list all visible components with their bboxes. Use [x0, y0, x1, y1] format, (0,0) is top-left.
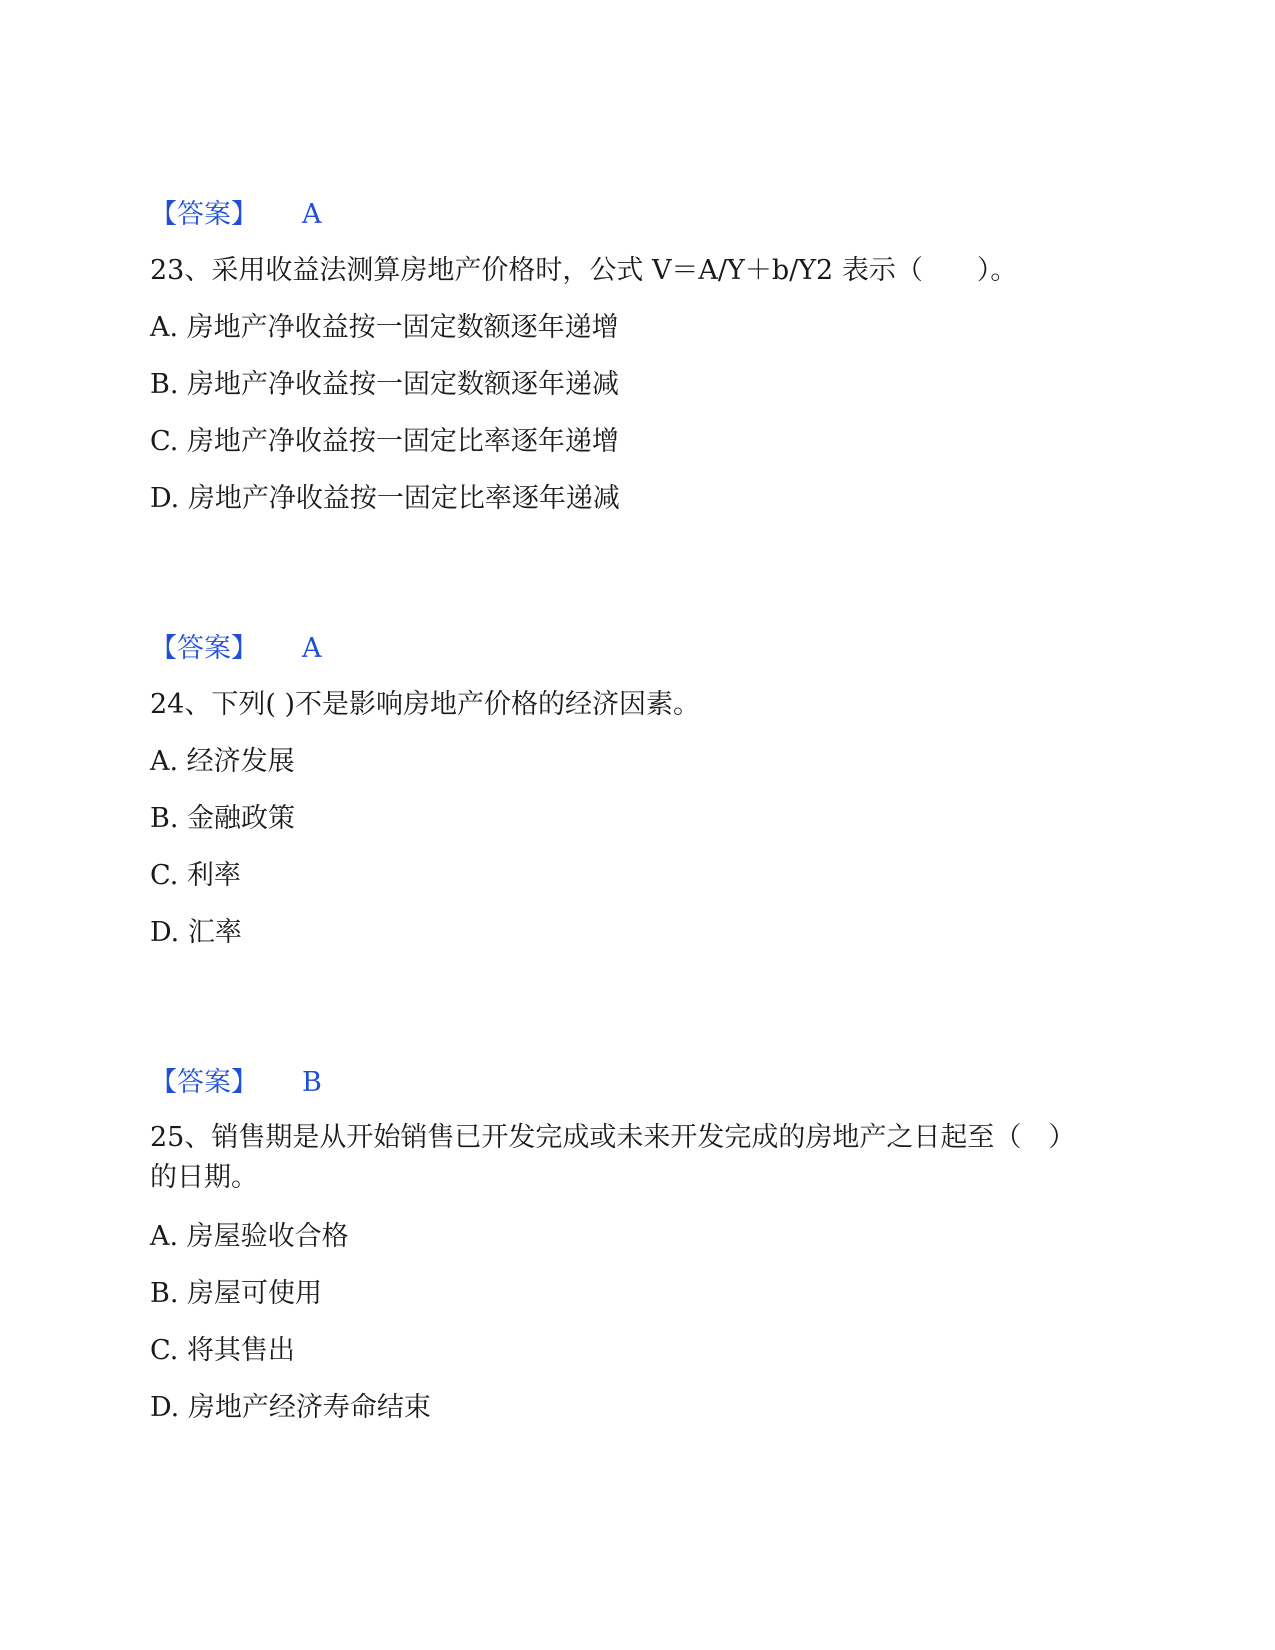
answer-label: 【答案】 — [150, 633, 258, 664]
answer-value: A — [302, 199, 322, 230]
answer-value: A — [302, 633, 322, 664]
option-c: C. 房地产净收益按一固定比率逐年递增 — [150, 426, 619, 457]
option-d: D. 房地产经济寿命结束 — [150, 1392, 431, 1423]
answer-line — [150, 632, 322, 666]
option-d: D. 房地产净收益按一固定比率逐年递减 — [150, 483, 620, 514]
question-23: 23、采用收益法测算房地产价格时，公式 V＝A/Y＋b/Y2 表示（ ）。 — [150, 255, 1018, 286]
option-c: C. 利率 — [150, 860, 241, 891]
question-25: 25、销售期是从开始销售已开发完成或未来开发完成的房地产之日起至（ ）的日期。 — [150, 1122, 1076, 1193]
answer-line — [150, 198, 322, 232]
option-a: A. 房屋验收合格 — [150, 1221, 349, 1252]
option-b: B. 房地产净收益按一固定数额逐年递减 — [150, 369, 620, 400]
option-d: D. 汇率 — [150, 917, 242, 948]
question-24: 24、下列( )不是影响房地产价格的经济因素。 — [150, 689, 701, 720]
option-b: B. 房屋可使用 — [150, 1278, 323, 1309]
option-a: A. 经济发展 — [150, 746, 295, 777]
answer-label: 【答案】 — [150, 199, 258, 230]
option-a: A. 房地产净收益按一固定数额逐年递增 — [150, 312, 619, 343]
option-c: C. 将其售出 — [150, 1335, 295, 1366]
option-b: B. 金融政策 — [150, 803, 296, 834]
answer-value: B — [302, 1067, 322, 1098]
answer-line — [150, 1066, 322, 1100]
answer-label: 【答案】 — [150, 1067, 258, 1098]
